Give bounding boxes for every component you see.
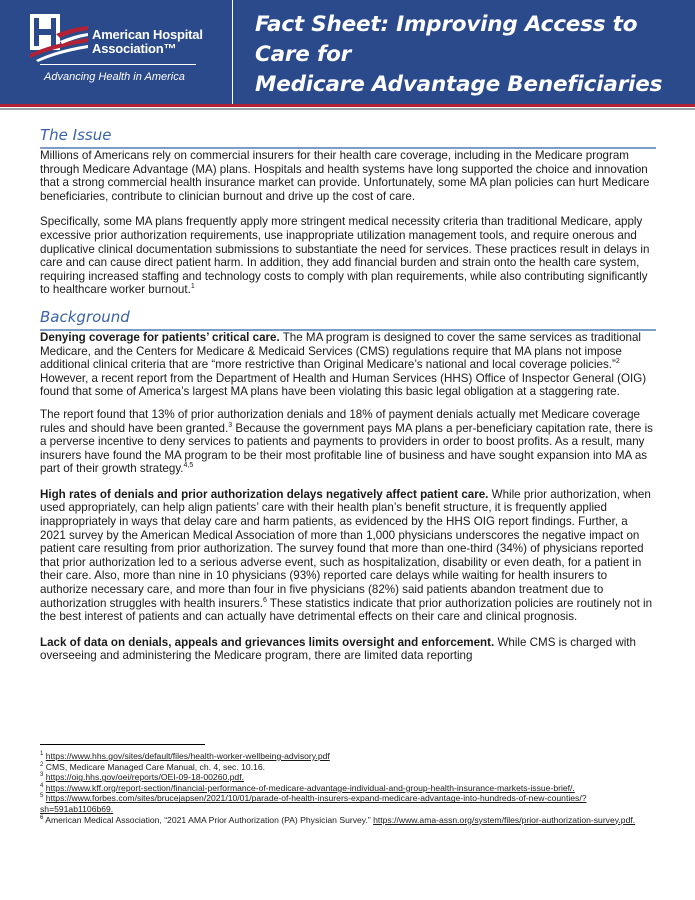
footnote-link[interactable]: https://www.ama-assn.org/system/files/prior-authorization-survey.pdf.: [373, 814, 636, 825]
footnote-ref: 3: [228, 421, 233, 429]
footnote-2: [40, 762, 656, 773]
footnote-ref: 2: [615, 358, 620, 366]
background-paragraph-2: [40, 408, 656, 476]
background-paragraph-3: [40, 488, 656, 624]
background-p3-text-a: While prior authorization, when used appropriately, can help align patients’ care with their health plan’s benefit structure, it is frequently applied inappropriately in ways that delay care and harm patients, as evidenced by the HHS OIG report findings. Further, a 2021 survey by the American Medical Association of more than 1,000 physicians underscores the negative impact on patient care resulting from prior authorization. The survey found that more than one-third (34%) of physicians reported that prior authorization led to a serious adverse event, such as hospitalization, disability or even death, for a patient in their care. Also, more than nine in 10 physicians (93%) reported care delays while waiting for health insurers to authorize necessary care, and more than four in five physicians (82%) said patients abandon treatment due to authorization struggles with health insurers.: [40, 487, 651, 610]
title-line2: Medicare Advantage Beneficiaries: [255, 72, 663, 97]
background-p1-text-a: The MA program is designed to cover the same services as traditional Medicare, and the Centers for Medicare & Medicaid Services (CMS) regulations require that MA plans not impose additional clinical criteria that are “more restrictive than Original Medicare’s national and local coverage policies.”: [40, 330, 641, 372]
page-header: [0, 0, 695, 104]
footnote-link[interactable]: https://www.kff.org/report-section/financial-performance-of-medicare-advantage-individual-and-group-health-insurance-markets-issue-brief/.: [45, 782, 575, 793]
issue-p2-text: Specifically, some MA plans frequently apply more stringent medical necessity criteria than traditional Medicare, apply excessive prior authorization requirements, use inappropriate utilization management tools, and require onerous and duplicative clinical documentation submissions to substantiate the need for services. These practices result in delays in care and can cause direct patient harm. In addition, they add financial burden and strain onto the health care system, requiring increased staffing and technology costs to comply with plan requirements, while also contributing significantly to healthcare worker burnout.: [40, 215, 650, 297]
background-p4-text-a: While CMS is charged with overseeing and administering the Medicare program, there are limited data reporting: [40, 635, 636, 663]
footnote-divider: [40, 744, 205, 745]
org-name-line2: Association™: [92, 41, 177, 56]
footnote-link[interactable]: https://www.hhs.gov/sites/default/files/health-worker-wellbeing-advisory.pdf: [45, 751, 330, 761]
title-line1: Fact Sheet: Improving Access to Care for: [255, 12, 638, 67]
main-content: [40, 120, 656, 663]
issue-paragraph-2: [40, 215, 656, 297]
section-heading-background: Background: [40, 306, 656, 331]
org-tagline: Advancing Health in America: [44, 71, 185, 83]
footnote-text: CMS, Medicare Managed Care Manual, ch. 4, sec. 10.16.: [45, 761, 265, 772]
footnote-number: 2: [40, 761, 44, 768]
logo-divider: [40, 64, 196, 65]
aha-logo-icon: [30, 14, 88, 62]
footnote-5: [40, 793, 656, 814]
org-name: [92, 28, 203, 56]
footnote-text: American Medical Association, “2021 AMA Prior Authorization (PA) Physician Survey.”: [45, 814, 374, 825]
footnote-3: [40, 772, 656, 783]
background-p2-text-b: Because the government pays MA plans a per-beneficiary capitation rate, there is a perverse incentive to deny services to patients and payments to providers in order to boost profits. As a result, many insurers have found the MA program to be their most profitable line of business and have sought expansion into MA as part of their growth strategy.: [40, 421, 653, 476]
footnote-4: [40, 783, 656, 794]
background-p1-text-b: However, a recent report from the Department of Health and Human Services (HHS) Office of Inspector General (OIG) found that some of America’s largest MA plans have been violating this basic legal obligation at a staggering rate.: [40, 371, 647, 399]
footnote-1: [40, 751, 656, 762]
section-heading-issue: The Issue: [40, 124, 656, 149]
footnotes: [40, 744, 656, 825]
footnote-link[interactable]: https://oig.hhs.gov/oei/reports/OEI-09-18-00260.pdf.: [45, 772, 244, 783]
footnote-link[interactable]: https://www.forbes.com/sites/brucejapsen/2021/10/01/parade-of-health-insurers-expand-medicare-advantage-into-hundreds-of-new-counties/?sh=591ab1106b69.: [40, 793, 587, 814]
footnote-number: 6: [40, 814, 44, 821]
header-gray-stripe: [0, 108, 695, 110]
title-panel: [233, 0, 695, 104]
issue-paragraph-1: [40, 149, 656, 203]
background-paragraph-4: [40, 636, 656, 663]
background-p3-text-b: These statistics indicate that prior authorization policies are routinely not in the best interest of patients and can actually have detrimental effects on their care and clinical prognosis.: [40, 596, 653, 624]
footnote-ref: 6: [262, 596, 267, 604]
footnote-ref: 4,5: [183, 462, 194, 470]
logo-panel: [0, 0, 232, 104]
org-name-line1: American Hospital: [92, 27, 203, 42]
bold-lead: Lack of data on denials, appeals and grievances limits oversight and enforcement.: [40, 635, 495, 649]
footnote-number: 4: [40, 782, 44, 789]
document-title: [255, 10, 685, 100]
background-paragraph-1: [40, 331, 656, 399]
footnote-number: 1: [40, 751, 44, 758]
header-red-stripe: [0, 104, 695, 107]
footnote-ref: 1: [190, 283, 195, 291]
footnote-6: [40, 815, 656, 826]
bold-lead: Denying coverage for patients’ critical care.: [40, 330, 280, 344]
footnote-number: 3: [40, 772, 44, 779]
footnote-number: 5: [40, 793, 44, 800]
bold-lead: High rates of denials and prior authorization delays negatively affect patient care.: [40, 487, 489, 501]
issue-p1-text: Millions of Americans rely on commercial insurers for their health care coverage, including in the Medicare program through Medicare Advantage (MA) plans. Hospitals and health systems have long supported the choice and innovation that a strong commercial health insurance market can provide. Unfortunately, some MA plan policies can hurt Medicare beneficiaries, contribute to clinician burnout and drive up the cost of care.: [40, 149, 650, 203]
background-p2-text-a: The report found that 13% of prior authorization denials and 18% of payment denials actually met Medicare coverage rules and should have been granted.: [40, 407, 641, 435]
